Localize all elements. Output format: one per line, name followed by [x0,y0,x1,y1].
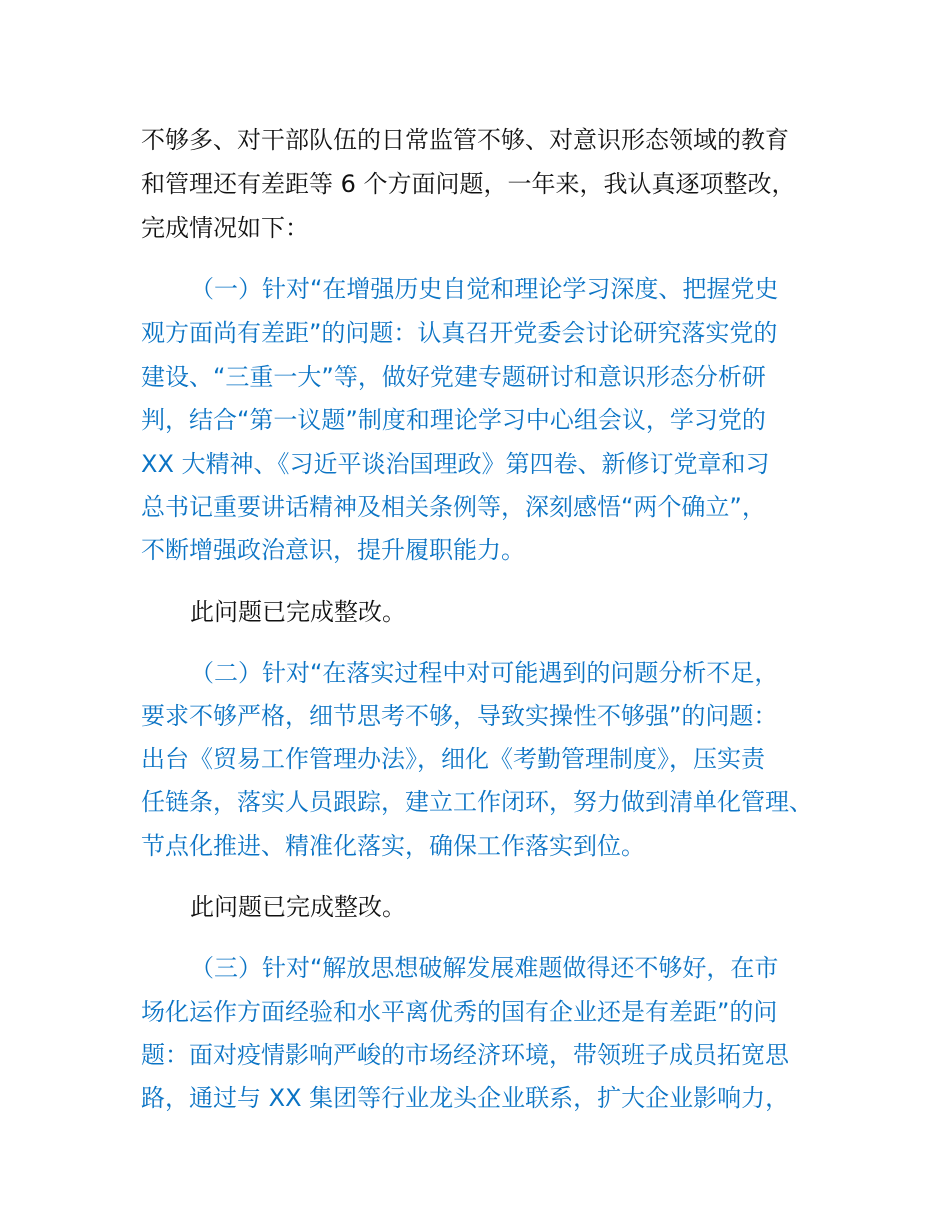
section1-line-1: （一）针对“在增强历史自觉和理论学习深度、把握党史 [190,275,779,303]
section1-line-5: XX 大精神、《习近平谈治国理政》第四卷、新修订党章和习 [141,450,770,478]
section1-line-2: 观方面尚有差距”的问题：认真召开党委会讨论研究落实党的 [141,319,778,347]
section1-line-4: 判，结合“第一议题”制度和理论学习中心组会议，学习党的 [141,406,766,434]
intro-line-2: 和管理还有差距等 6 个方面问题，一年来，我认真逐项整改， [141,170,796,198]
intro-line-3: 完成情况如下： [141,214,309,242]
section3-line-4: 路，通过与 XX 集团等行业龙头企业联系，扩大企业影响力， [141,1084,790,1112]
section1-line-6: 总书记重要讲话精神及相关条例等，深刻感悟“两个确立”， [141,493,766,521]
section2-line-4: 任链条，落实人员跟踪，建立工作闭环，努力做到清单化管理、 [141,788,813,816]
section1-status: 此问题已完成整改。 [190,598,406,626]
section2-line-1: （二）针对“在落实过程中对可能遇到的问题分析不足， [190,659,779,687]
section1-line-3: 建设、“三重一大”等，做好党建专题研讨和意识形态分析研 [141,363,766,391]
section2-line-5: 节点化推进、精准化落实，确保工作落实到位。 [141,832,645,860]
section3-line-3: 题：面对疫情影响严峻的市场经济环境，带领班子成员拓宽思 [141,1041,789,1069]
section2-status: 此问题已完成整改。 [190,893,406,921]
section2-line-3: 出台《贸易工作管理办法》，细化《考勤管理制度》，压实责 [141,745,765,773]
section3-line-1: （三）针对“解放思想破解发展难题做得还不够好，在市 [190,954,779,982]
section2-line-2: 要求不够严格，细节思考不够，导致实操性不够强”的问题： [141,702,778,730]
section1-line-7: 不断增强政治意识，提升履职能力。 [141,536,525,564]
intro-line-1: 不够多、对干部队伍的日常监管不够、对意识形态领域的教育 [141,126,789,154]
section3-line-2: 场化运作方面经验和水平离优秀的国有企业还是有差距”的问 [141,998,778,1026]
